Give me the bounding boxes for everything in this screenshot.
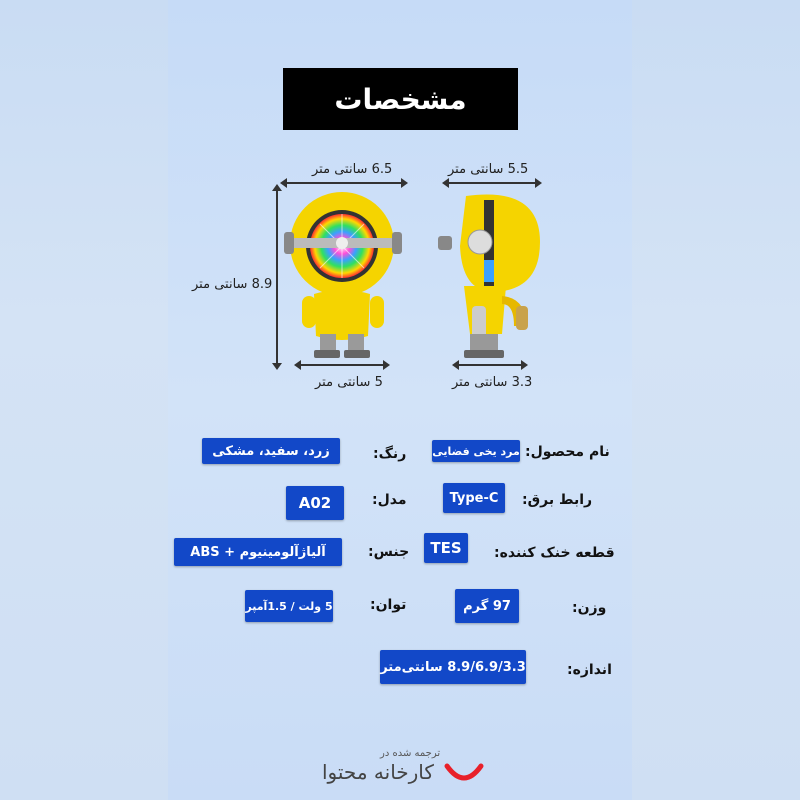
page-title: مشخصات: [283, 68, 518, 130]
height-arrow: [276, 186, 278, 368]
front-base-arrow: [296, 364, 388, 366]
front-base-label: 5 سانتی متر: [315, 375, 383, 390]
weight-badge: 97 گرم: [455, 589, 519, 623]
front-width-label: 6.5 سانتی متر: [312, 162, 393, 177]
product-name-label: نام محصول:: [525, 444, 610, 460]
color-label: رنگ:: [373, 446, 407, 462]
size-label: اندازه:: [567, 662, 612, 678]
size-badge: 8.9/6.9/3.3 سانتی‌متر: [380, 650, 526, 684]
side-base-label: 3.3 سانتی متر: [452, 375, 533, 390]
height-label: 8.9 سانتی متر: [192, 277, 273, 292]
footer-brand-text: کارخانه محتوا: [322, 760, 434, 784]
side-width-arrow: [444, 182, 540, 184]
material-label: جنس:: [368, 544, 410, 560]
port-badge: Type-C: [443, 483, 505, 513]
side-base-arrow: [454, 364, 526, 366]
side-width-label: 5.5 سانتی متر: [448, 162, 529, 177]
product-name-badge: مرد یخی فضایی: [432, 440, 520, 462]
port-label: رابط برق:: [522, 492, 593, 508]
weight-label: وزن:: [572, 600, 607, 616]
footer-translated-text: ترجمه شده در: [380, 748, 441, 759]
robot-front-image: [280, 186, 410, 362]
model-badge: A02: [286, 486, 344, 520]
material-badge: آلیاژآلومینیوم + ABS: [174, 538, 342, 566]
power-label: توان:: [370, 597, 407, 613]
robot-side-image: [436, 186, 546, 362]
model-label: مدل:: [372, 492, 407, 508]
smile-logo-icon: [444, 762, 484, 784]
cooler-label: قطعه خنک کننده:: [494, 545, 615, 561]
power-badge: 5 ولت / 1.5آمپر: [245, 590, 333, 622]
front-width-arrow: [282, 182, 406, 184]
cooler-badge: TES: [424, 533, 468, 563]
color-badge: زرد، سفید، مشکی: [202, 438, 340, 464]
